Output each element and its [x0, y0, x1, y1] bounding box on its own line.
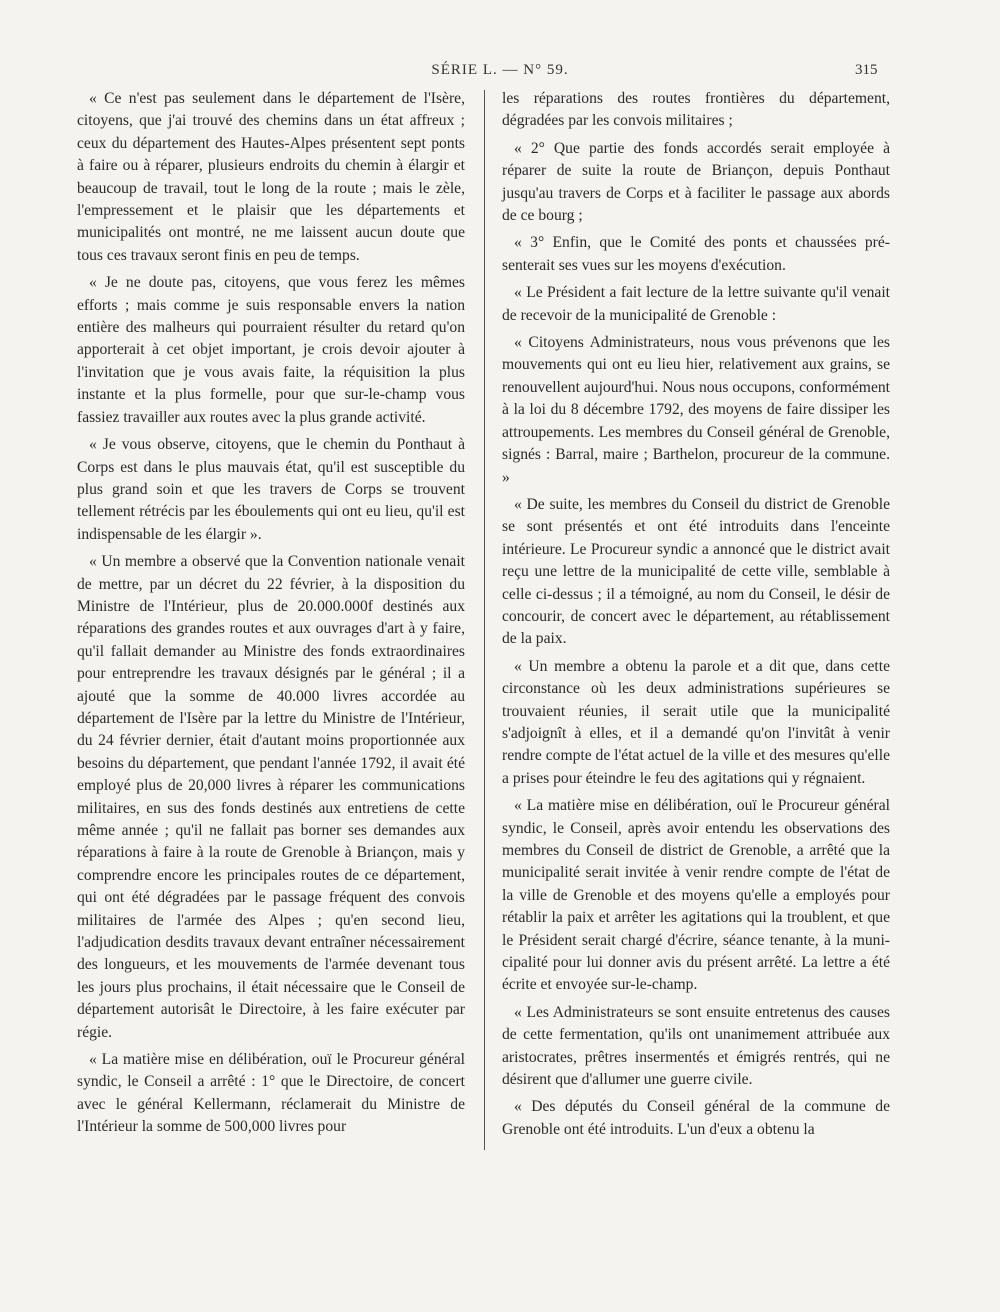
paragraph: « Ce n'est pas seulement dans le département de l'Isère, citoyens, que j'ai trouvé des chemins dans un état affreux ; ceux du département des Hautes-Alpes présentent sept ponts à faire ou à réparer, plusieurs endroits du chemin à élargir et beaucoup de travail, tout le long de la route ; mais le zèle, l'empressement et le plaisir que les départements et municipalités ont montré, ne me laissent aucun doute que tous ces travaux seront finis en peu de temps. — [77, 90, 465, 264]
paragraph: « Les Administrateurs se sont ensuite entretenus des causes de cette fermentation, qu'ils ont unanimement attribuée aux aristocrates, prêtres insermentés et émigrés rentrés, qui ne désirent que d'allumer une guerre civile. — [502, 1003, 890, 1089]
paragraph: « De suite, les membres du Conseil du district de Grenoble se sont présentés et ont été introduits dans l'enceinte intérieure. Le Procureur syndic a annoncé que le district avait reçu une lettre de la municipalité de cette ville, semblable à celle ci-dessus ; il a témoigné, au nom du Conseil, le désir de concourir, de concert avec le département, au rétablissement de la paix. — [502, 495, 890, 648]
paragraph: « 3° Enfin, que le Comité des ponts et chaussées présenterait ses vues sur les moyens d'exécution. — [502, 234, 890, 274]
paragraph: « 2° Que partie des fonds accordés serait employée à réparer de suite la route de Briançon, depuis Ponthaut jusqu'au travers de Corps et à faciliter le passage aux abords de ce bourg ; — [502, 139, 890, 225]
paragraph: « La matière mise en délibération, ouï le Procureur général syndic, le Conseil a arrêté : 1° que le Directoire, de concert avec le général Kellermann, réclamerait du Ministre de l'Intérieur la somme de 500,000 livres pour — [77, 1051, 465, 1136]
left-column — [77, 88, 465, 1144]
paragraph: « Un membre a observé que la Convention nationale venait de mettre, par un décret du 22 février, à la disposition du Ministre de l'Intérieur, plus de 20.000.000f destinés aux réparations des grandes routes et aux ouvrages d'art à y faire, qu'il fallait demander au Ministre des fonds extraordinaires pour entreprendre les travaux désignés par le général ; il a ajouté que la somme de 40.000 livres accordée au département de l'Isère par la lettre du Ministre de l'Intérieur, du 24 février dernier, était d'autant moins proportionnée aux besoins du département, que pendant l'année 1792, il avait été employé plus de 20,000 livres à réparer les communications militaires, en sus des fonds destinés aux entretiens de cette même année ; qu'il ne fallait pas borner ses demandes aux réparations à faire à la route de Grenoble à Briançon, mais y comprendre encore les principales routes de ce département, qui ont été dégradées par le passage fréquent des convois militaires de l'armée des Alpes ; qu'en second lieu, l'adjudication desdits travaux devant entraîner nécessairement des longueurs, et les mouvements de l'armée devenant tous les jours plus prochains, il était nécessaire que le Conseil de département autorisât le Directoire, à les faire exécuter par régie. — [77, 553, 465, 1041]
paragraph: « Un membre a obtenu la parole et a dit que, dans cette circonstance où les deux administrations supérieures se trouvaient réunies, il serait utile que la municipalité s'adjoignît à elles, et il a demandé qu'on l'invitât à venir rendre compte de l'état actuel de la ville et des mesures qu'elle a prises pour éteindre le feu des agitations qui y régnaient. — [502, 657, 890, 787]
paragraph: « Je ne doute pas, citoyens, que vous ferez les mêmes efforts ; mais comme je suis responsable envers la nation entière des malheurs qui pourraient résulter du retard qu'on apporterait à cet objet important, je crois devoir ajouter à l'invitation que je vous avais faite, la réquisition la plus instante et la plus formelle, pour que sur-le-champ vous fassiez travailler aux routes avec la plus grande activité. — [77, 274, 465, 426]
column-divider — [484, 90, 485, 1150]
paragraph: les réparations des routes frontières du département, dégradées par les convois militaires ; — [502, 90, 890, 130]
running-header: SÉRIE L. — N° 59. — [431, 62, 569, 78]
paragraph: « Citoyens Administrateurs, nous vous prévenons que les mouvements qui ont eu lieu hier, relativement aux grains, se renouvellent aujourd'hui. Nous nous occupons, conformément à la loi du 8 décembre 1792, des moyens de faire dissiper les attroupements. Les membres du Conseil général de Grenoble, signés : Barral, maire ; Barthelon, procureur de la commune. » — [502, 334, 890, 486]
paragraph: « Le Président a fait lecture de la lettre suivante qu'il venait de recevoir de la municipalité de Grenoble : — [502, 284, 890, 324]
paragraph: « La matière mise en délibération, ouï le Procureur général syndic, le Conseil, après avoir entendu les observations des membres du Conseil de district de Grenoble, a arrêté que la municipalité serait invitée à venir rendre compte de l'état de la ville de Grenoble et des moyens qu'elle a employés pour rétablir la paix et arrêter les agitations qui la troublent, et que le Président serait chargé d'écrire, séance tenante, à la municipalité pour lui donner avis du présent arrêté. La lettre a été écrite et envoyée sur-le-champ. — [502, 797, 890, 994]
paragraph: « Des députés du Conseil général de la commune de Grenoble ont été introduits. L'un d'eux a obtenu la — [502, 1098, 890, 1138]
page-number: 315 — [855, 62, 878, 78]
paragraph: « Je vous observe, citoyens, que le chemin du Ponthaut à Corps est dans le plus mauvais état, qu'il est susceptible du plus grand soin et que les travers de Corps se trouvent tellement rétrécis par les éboulements qui ont eu lieu, qu'il est indispensable de les élargir ». — [77, 436, 465, 543]
right-column — [502, 88, 890, 1146]
